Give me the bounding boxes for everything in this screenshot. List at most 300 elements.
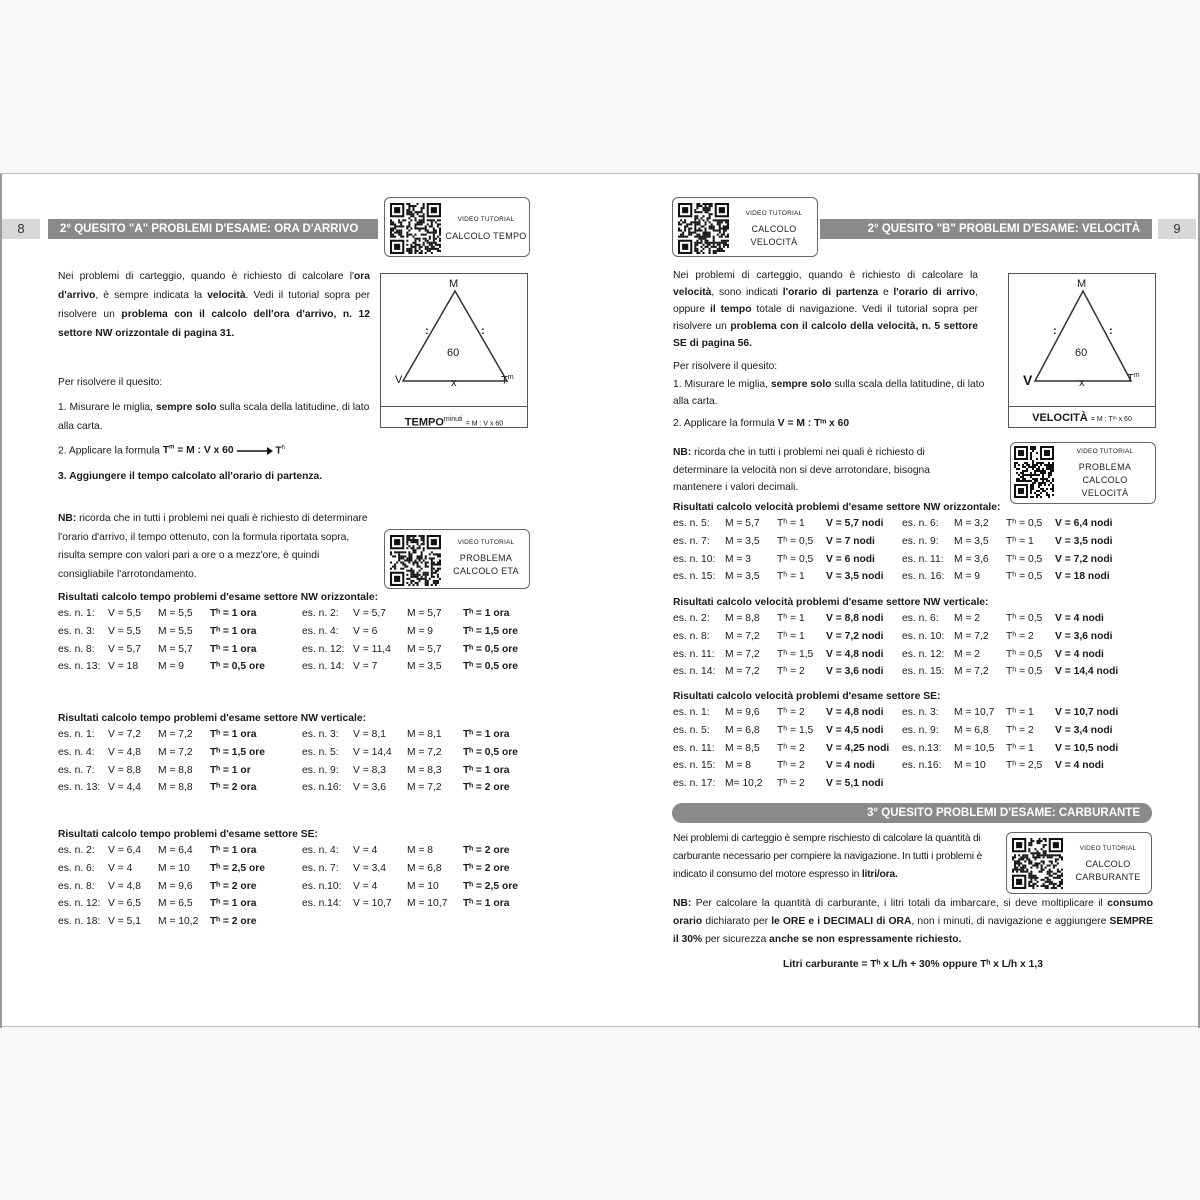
table-cell: Tʰ = 1 bbox=[1006, 536, 1034, 548]
qr-title-2: CALCOLO ETA bbox=[453, 566, 519, 576]
table-cell: Tʰ = 1,5 ore bbox=[463, 626, 519, 638]
tri-colon-left: : bbox=[425, 325, 429, 337]
left-header-bar: 2° QUESITO "A" PROBLEMI D'ESAME: ORA D'ARRIVO bbox=[48, 219, 378, 239]
table-cell: es. n. 6: bbox=[902, 518, 939, 530]
qr-title-1: CALCOLO bbox=[1085, 859, 1131, 869]
results-section-title: Risultati calcolo tempo problemi d'esame settore SE: bbox=[58, 829, 318, 840]
table-cell: V = 4,8 bbox=[108, 747, 141, 759]
table-cell: M = 3,5 bbox=[407, 661, 442, 673]
table-cell: es. n. 17: bbox=[673, 778, 716, 790]
table-cell: Tʰ = 1 bbox=[777, 631, 805, 643]
table-cell: V = 6,4 nodi bbox=[1055, 518, 1113, 530]
table-row bbox=[673, 628, 1131, 646]
triangle-diagram-right bbox=[1008, 273, 1156, 428]
table-cell: es. n.10: bbox=[302, 880, 342, 892]
table-cell bbox=[1006, 775, 1055, 793]
right-intro: Nei problemi di carteggio, quando è richiesto di calcolare la velocità, sono indicati l'orario di partenza e l'orario di arrivo, oppure il tempo totale di navigazione. Vedi il tutorial sopra per risolvere un problema con il calcolo della velocità, n. 5 settore SE di pagina 56. bbox=[673, 270, 978, 349]
table-cell: M = 9,6 bbox=[725, 707, 760, 719]
table-cell: Tʰ = 0,5 bbox=[1006, 518, 1043, 530]
right-nb: NB: ricorda che in tutti i problemi nei quali è richiesto di determinare la velocità non si deve arrotondare, bisogna mantenere i valori decimali. bbox=[673, 447, 931, 493]
table-cell: Tʰ = 1 ora bbox=[463, 898, 510, 910]
left-per-risolvere: Per risolvere il quesito: bbox=[58, 377, 163, 388]
table-cell: Tʰ = 0,5 ore bbox=[463, 747, 519, 759]
table-cell: V = 11,4 bbox=[353, 643, 391, 655]
qr-title-3: VELOCITÀ bbox=[1081, 488, 1129, 498]
table-row bbox=[58, 877, 523, 895]
table-cell: M= 10,2 bbox=[725, 778, 763, 790]
table-cell: es. n. 7: bbox=[58, 764, 95, 776]
table-row bbox=[58, 623, 523, 641]
table-cell: M = 7,2 bbox=[407, 782, 442, 794]
results-table bbox=[58, 842, 523, 930]
table-cell: M = 7,2 bbox=[725, 648, 760, 660]
table-row bbox=[58, 640, 523, 658]
table-cell: V = 4,8 nodi bbox=[826, 707, 884, 719]
table-cell: Tʰ = 1 bbox=[777, 571, 805, 583]
tri-m: M bbox=[449, 278, 459, 290]
tri-v: V bbox=[395, 374, 403, 386]
table-row bbox=[58, 726, 523, 744]
table-row bbox=[58, 860, 523, 878]
carb-formula: Litri carburante = Tʰ x L/h + 30% oppure Tʰ x L/h x 1,3 bbox=[783, 959, 1043, 970]
table-cell: V = 3,6 nodi bbox=[826, 666, 884, 678]
table-cell: V = 6 nodi bbox=[826, 553, 875, 565]
table-cell: M = 10,7 bbox=[954, 707, 995, 719]
table-cell: es. n. 9: bbox=[902, 725, 939, 737]
table-cell: M = 7,2 bbox=[954, 666, 989, 678]
table-cell: M = 5,5 bbox=[158, 626, 193, 638]
qr-title: CALCOLO TEMPO bbox=[445, 231, 527, 241]
table-cell: es. n. 3: bbox=[58, 626, 95, 638]
table-cell: V = 14,4 nodi bbox=[1055, 666, 1119, 678]
qr-title-2: CALCOLO bbox=[1082, 475, 1128, 485]
tri-center: 60 bbox=[1075, 347, 1088, 359]
table-cell: M = 8,5 bbox=[725, 742, 760, 754]
table-row bbox=[58, 842, 523, 860]
table-cell: V = 3,6 nodi bbox=[1055, 631, 1113, 643]
table-cell: V = 3,5 nodi bbox=[826, 571, 884, 583]
triangle-diagram-left bbox=[380, 273, 528, 428]
left-step1: 1. Misurare le miglia, sempre solo sulla scala della latitudine, di lato alla carta. bbox=[58, 402, 370, 432]
table-cell: M = 10 bbox=[407, 880, 439, 892]
qr-caption: VIDEO TUTORIAL bbox=[457, 216, 515, 223]
table-cell: V = 14,4 bbox=[353, 747, 392, 759]
table-row bbox=[58, 779, 523, 797]
table-cell: Tʰ = 1 ora bbox=[210, 898, 257, 910]
table-cell: M = 9 bbox=[158, 661, 185, 673]
table-cell: es. n. 10: bbox=[673, 553, 716, 565]
table-cell: V = 3,4 nodi bbox=[1055, 725, 1113, 737]
table-cell: es. n. 2: bbox=[673, 613, 710, 625]
table-cell: es. n. 5: bbox=[673, 725, 710, 737]
table-row bbox=[673, 663, 1131, 681]
tri-m: M bbox=[1077, 278, 1087, 290]
table-cell bbox=[302, 913, 353, 931]
table-cell: Tʰ = 0,5 ore bbox=[210, 661, 266, 673]
table-cell: V = 4,8 nodi bbox=[826, 648, 884, 660]
qr-caption: VIDEO TUTORIAL bbox=[745, 210, 803, 217]
tri-t: $T^m$ bbox=[501, 374, 514, 387]
table-cell: Tʰ = 1,5 bbox=[777, 725, 814, 737]
carburante-header-bar: 3° QUESITO PROBLEMI D'ESAME: CARBURANTE bbox=[672, 803, 1152, 823]
table-cell: Tʰ = 2 bbox=[777, 760, 805, 772]
table-cell: M = 8 bbox=[407, 845, 434, 857]
table-cell: V = 3,4 bbox=[353, 863, 386, 875]
table-cell: Tʰ = 1 bbox=[1006, 742, 1034, 754]
results-table bbox=[58, 605, 523, 676]
table-cell: Tʰ = 1 ora bbox=[463, 608, 510, 620]
table-row bbox=[58, 658, 523, 676]
table-cell: M = 8 bbox=[725, 760, 752, 772]
table-cell: es. n. 2: bbox=[302, 608, 339, 620]
table-cell: M = 5,7 bbox=[407, 643, 442, 655]
table-row bbox=[58, 761, 523, 779]
table-cell: M = 10,7 bbox=[407, 898, 448, 910]
table-cell: M = 10,2 bbox=[158, 916, 199, 928]
arrow-right-icon bbox=[237, 447, 273, 455]
table-cell: V = 7,2 bbox=[108, 729, 141, 741]
table-cell: es. n. 12: bbox=[302, 643, 345, 655]
table-cell: V = 6,5 bbox=[108, 898, 141, 910]
results-section-title: Risultati calcolo velocità problemi d'esame settore NW verticale: bbox=[673, 597, 989, 608]
table-cell: Tʰ = 2 ore bbox=[210, 916, 257, 928]
table-cell: Tʰ = 0,5 bbox=[1006, 571, 1043, 583]
table-cell: M = 9,6 bbox=[158, 880, 193, 892]
qr-problema-calcolo-velocita[interactable] bbox=[1010, 442, 1156, 504]
table-cell: V = 18 nodi bbox=[1055, 571, 1110, 583]
qr-title-1: PROBLEMA bbox=[1078, 462, 1132, 472]
table-cell: es. n. 14: bbox=[302, 661, 345, 673]
results-section bbox=[58, 829, 523, 930]
table-cell bbox=[902, 775, 954, 793]
table-cell: es. n.14: bbox=[302, 898, 342, 910]
results-section-title: Risultati calcolo velocità problemi d'esame settore SE: bbox=[673, 691, 941, 702]
right-page bbox=[600, 174, 1200, 1028]
table-cell: M = 6,5 bbox=[158, 898, 193, 910]
table-cell: Tʰ = 2 bbox=[1006, 725, 1034, 737]
table-cell: Tʰ = 2 ora bbox=[210, 782, 257, 794]
table-cell: V = 4 bbox=[353, 845, 378, 857]
results-section-title: Risultati calcolo velocità problemi d'esame settore NW orizzontale: bbox=[673, 502, 1001, 513]
table-cell: M = 5,7 bbox=[407, 608, 442, 620]
table-cell: V = 4 nodi bbox=[826, 760, 875, 772]
table-row bbox=[58, 895, 523, 913]
table-cell: V = 4 nodi bbox=[1055, 760, 1104, 772]
qr-caption: VIDEO TUTORIAL bbox=[1076, 448, 1134, 455]
tri-x: x bbox=[451, 377, 457, 389]
table-row bbox=[673, 704, 1131, 722]
left-page bbox=[0, 174, 600, 1028]
right-per-risolvere: Per risolvere il quesito: bbox=[673, 361, 778, 372]
results-section-title: Risultati calcolo tempo problemi d'esame settore NW verticale: bbox=[58, 713, 367, 724]
table-row bbox=[673, 739, 1131, 757]
table-cell: M = 3 bbox=[725, 553, 752, 565]
table-cell: V = 5,5 bbox=[108, 608, 141, 620]
table-cell: V = 18 bbox=[108, 661, 139, 673]
tri-x: x bbox=[1079, 377, 1085, 389]
table-cell: M = 8,1 bbox=[407, 729, 442, 741]
table-cell: M = 9 bbox=[954, 571, 981, 583]
qr-code-icon bbox=[390, 535, 441, 586]
results-table bbox=[673, 704, 1131, 792]
table-cell: es. n. 5: bbox=[302, 747, 339, 759]
table-cell: es. n. 7: bbox=[302, 863, 339, 875]
table-cell: es. n. 12: bbox=[58, 898, 101, 910]
page-number-right: 9 bbox=[1158, 219, 1196, 239]
table-cell: V = 4 bbox=[353, 880, 378, 892]
table-row bbox=[58, 913, 523, 931]
results-table bbox=[673, 515, 1131, 586]
table-cell: es. n. 3: bbox=[902, 707, 939, 719]
table-cell: V = 5,5 bbox=[108, 626, 141, 638]
table-cell: Tʰ = 1,5 bbox=[777, 648, 814, 660]
table-row bbox=[673, 757, 1131, 775]
results-section bbox=[58, 592, 523, 676]
table-cell: V = 8,8 nodi bbox=[826, 613, 884, 625]
table-cell: Tʰ = 2,5 ore bbox=[210, 863, 266, 875]
table-cell: Tʰ = 1 ora bbox=[210, 608, 257, 620]
table-cell: M = 8,3 bbox=[407, 764, 442, 776]
table-cell: es. n. 15: bbox=[673, 571, 716, 583]
table-cell: V = 6 bbox=[353, 626, 378, 638]
table-cell: M = 10 bbox=[158, 863, 190, 875]
table-cell: M = 3,5 bbox=[725, 536, 760, 548]
formula-box-velocita: VELOCITÀ = M : Tᵐ x 60 bbox=[1008, 406, 1156, 428]
table-cell: M = 7,2 bbox=[954, 631, 989, 643]
table-cell: es. n. 11: bbox=[673, 742, 715, 754]
table-cell: es. n. 15: bbox=[673, 760, 716, 772]
table-cell: M = 5,7 bbox=[725, 518, 760, 530]
qr-problema-calcolo-eta[interactable] bbox=[384, 529, 530, 589]
table-cell: es. n. 10: bbox=[902, 631, 945, 643]
table-cell: M = 5,7 bbox=[158, 643, 193, 655]
table-cell: M = 5,5 bbox=[158, 608, 193, 620]
table-cell: M = 6,8 bbox=[407, 863, 442, 875]
page-number-left: 8 bbox=[2, 219, 40, 239]
table-cell: Tʰ = 1 ora bbox=[210, 729, 257, 741]
table-cell: Tʰ = 0,5 bbox=[1006, 613, 1043, 625]
table-cell: es. n. 18: bbox=[58, 916, 101, 928]
table-cell: V = 5,7 bbox=[108, 643, 141, 655]
table-cell: M = 8,8 bbox=[158, 782, 193, 794]
table-cell: es. n. 5: bbox=[673, 518, 710, 530]
formula-box-tempo: $TEMPO^{minuti} = M$ : V x 60 bbox=[380, 406, 528, 428]
table-cell: es. n. 7: bbox=[673, 536, 710, 548]
table-cell: V = 4 nodi bbox=[1055, 648, 1104, 660]
qr-calcolo-carburante[interactable] bbox=[1006, 832, 1152, 894]
right-step1: 1. Misurare le miglia, sempre solo sulla scala della latitudine, di lato alla carta. bbox=[673, 379, 985, 407]
table-cell: es. n. 13: bbox=[58, 661, 101, 673]
qr-code-icon bbox=[678, 203, 729, 254]
table-cell: es. n.16: bbox=[902, 760, 942, 772]
table-cell: V = 5,1 nodi bbox=[826, 778, 884, 790]
table-cell: V = 7 nodi bbox=[826, 536, 875, 548]
table-row bbox=[673, 645, 1131, 663]
qr-calcolo-velocita[interactable] bbox=[672, 197, 818, 257]
table-cell: Tʰ = 2 ore bbox=[463, 845, 510, 857]
table-cell: Tʰ = 2 ore bbox=[210, 880, 257, 892]
table-cell: Tʰ = 2 bbox=[1006, 631, 1034, 643]
table-cell: Tʰ = 0,5 ore bbox=[463, 661, 519, 673]
results-section-title: Risultati calcolo tempo problemi d'esame settore NW orizzontale: bbox=[58, 592, 378, 603]
table-cell: V = 3,5 nodi bbox=[1055, 536, 1113, 548]
table-cell: M = 7,2 bbox=[407, 747, 442, 759]
table-cell: V = 8,8 bbox=[108, 764, 141, 776]
table-row bbox=[673, 775, 1131, 793]
table-row bbox=[673, 610, 1131, 628]
table-cell: M = 7,2 bbox=[158, 729, 193, 741]
table-cell: V = 4,8 bbox=[108, 880, 141, 892]
table-cell: Tʰ = 0,5 bbox=[1006, 666, 1043, 678]
table-cell: Tʰ = 1 bbox=[1006, 707, 1034, 719]
qr-title-1: CALCOLO bbox=[751, 224, 797, 234]
table-cell: V = 4,25 nodi bbox=[826, 742, 890, 754]
table-cell: Tʰ = 0,5 bbox=[1006, 648, 1043, 660]
table-cell: Tʰ = 1 ora bbox=[210, 845, 257, 857]
table-cell: Tʰ = 0,5 ore bbox=[463, 643, 519, 655]
results-section bbox=[673, 597, 1131, 681]
table-cell: Tʰ = 1,5 ore bbox=[210, 747, 266, 759]
table-cell: V = 8,3 bbox=[353, 764, 386, 776]
tri-colon-right: : bbox=[1109, 325, 1113, 337]
carb-intro: Nei problemi di carteggio è sempre rischiesto di calcolare la quantità di carburante necessario per compiere la navigazione. In tutti i problemi è indicato il consumo del motore espresso in litri/ora. bbox=[673, 833, 982, 880]
table-cell: M = 3,5 bbox=[725, 571, 760, 583]
left-intro: Nei problemi di carteggio, quando è richiesto di calcolare l'ora d'arrivo, è sempre indicata la velocità. Vedi il tutorial sopra per risolvere un problema con il calcolo dell'ora d'arrivo, n. 12 settore NW orizzontale di pagina 31. bbox=[58, 271, 370, 339]
table-cell: Tʰ = 2 bbox=[777, 778, 805, 790]
table-cell: Tʰ = 2 ore bbox=[463, 863, 510, 875]
table-cell: Tʰ = 0,5 bbox=[777, 536, 814, 548]
table-cell: es. n. 16: bbox=[902, 571, 945, 583]
table-cell: es. n. 11: bbox=[902, 553, 944, 565]
table-row bbox=[673, 568, 1131, 586]
results-table bbox=[673, 610, 1131, 681]
table-cell: es. n. 1: bbox=[58, 729, 95, 741]
table-cell: M = 3,2 bbox=[954, 518, 989, 530]
table-row bbox=[58, 605, 523, 623]
table-cell: V = 5,1 bbox=[108, 916, 141, 928]
table-cell: M = 6,8 bbox=[725, 725, 760, 737]
table-cell: M = 8,8 bbox=[158, 764, 193, 776]
carb-nb: NB: Per calcolare la quantità di carburante, i litri totali da imbarcare, si deve moltiplicare il consumo orario dichiarato per le ORE e i DECIMALI di ORA, non i minuti, di navigazione e aggiungere SEMPRE il 30% per sicurezza anche se non espressamente richiesto. bbox=[673, 898, 1153, 945]
table-cell bbox=[353, 913, 407, 931]
table-cell bbox=[954, 775, 1006, 793]
table-cell: es. n. 6: bbox=[902, 613, 939, 625]
table-cell: es. n. 4: bbox=[302, 626, 339, 638]
table-cell: es. n. 2: bbox=[58, 845, 95, 857]
table-cell: V = 7,2 nodi bbox=[826, 631, 884, 643]
table-cell: V = 8,1 bbox=[353, 729, 386, 741]
table-cell: es. n. 1: bbox=[58, 608, 95, 620]
table-cell bbox=[1055, 775, 1131, 793]
table-cell: es. n. 14: bbox=[673, 666, 716, 678]
table-row bbox=[673, 550, 1131, 568]
table-cell: V = 5,7 nodi bbox=[826, 518, 884, 530]
table-cell bbox=[463, 913, 523, 931]
book-spread bbox=[0, 173, 1200, 1027]
qr-caption: VIDEO TUTORIAL bbox=[457, 539, 515, 546]
left-nb: NB: ricorda che in tutti i problemi nei quali è richiesto di determinare l'orario d'arrivo, il tempo ottenuto, con la formula riportata sopra, risulta sempre con valori pari a ore o a mezz'ore, è quindi consigliabile l'arrotondamento. bbox=[58, 513, 368, 580]
right-step2: 2. Applicare la formula V = M : Tᵐ x 60 bbox=[673, 418, 850, 429]
right-header-bar: 2° QUESITO "B" PROBLEMI D'ESAME: VELOCITÀ bbox=[820, 219, 1152, 239]
table-cell: Tʰ = 2 bbox=[777, 707, 805, 719]
table-cell: M = 7,2 bbox=[725, 631, 760, 643]
table-cell: es. n. 4: bbox=[58, 747, 95, 759]
table-cell: Tʰ = 1 ora bbox=[463, 729, 510, 741]
results-section bbox=[58, 713, 523, 797]
table-cell: es. n. 9: bbox=[902, 536, 939, 548]
table-cell: M = 7,2 bbox=[158, 747, 193, 759]
table-cell: Tʰ = 2 bbox=[777, 666, 805, 678]
tri-v: V bbox=[1023, 372, 1033, 388]
table-cell: es. n. 12: bbox=[902, 648, 945, 660]
table-cell: es. n.13: bbox=[902, 742, 942, 754]
table-cell: V = 4,5 nodi bbox=[826, 725, 884, 737]
qr-title-2: VELOCITÀ bbox=[750, 237, 798, 247]
table-cell: Tʰ = 2,5 ore bbox=[463, 880, 519, 892]
table-row bbox=[673, 515, 1131, 533]
left-step3: 3. Aggiungere il tempo calcolato all'orario di partenza. bbox=[58, 471, 323, 482]
tri-colon-left: : bbox=[1053, 325, 1057, 337]
table-cell: es. n. 8: bbox=[58, 643, 95, 655]
table-cell: es. n. 1: bbox=[673, 707, 710, 719]
table-cell: V = 6,4 bbox=[108, 845, 141, 857]
table-cell: es. n. 3: bbox=[302, 729, 339, 741]
table-cell: M = 2 bbox=[954, 648, 981, 660]
table-cell: Tʰ = 0,5 bbox=[777, 553, 814, 565]
table-cell: M = 10 bbox=[954, 760, 986, 772]
table-row bbox=[673, 533, 1131, 551]
table-cell: V = 4 bbox=[108, 863, 133, 875]
qr-title-1: PROBLEMA bbox=[459, 553, 513, 563]
table-cell: V = 4 nodi bbox=[1055, 613, 1104, 625]
tri-t: $T^m$ bbox=[1127, 372, 1140, 385]
tri-colon-right: : bbox=[481, 325, 485, 337]
qr-code-icon bbox=[1012, 838, 1063, 889]
table-cell: V = 10,5 nodi bbox=[1055, 742, 1119, 754]
table-cell: es. n. 6: bbox=[58, 863, 95, 875]
table-cell: M = 6,4 bbox=[158, 845, 193, 857]
table-cell: es. n. 9: bbox=[302, 764, 339, 776]
table-cell: M = 8,8 bbox=[725, 613, 760, 625]
table-cell: Tʰ = 1 ora bbox=[463, 764, 510, 776]
table-cell: V = 3,6 bbox=[353, 782, 386, 794]
table-cell: Tʰ = 2 ore bbox=[463, 782, 510, 794]
table-cell: Tʰ = 1 ora bbox=[210, 643, 257, 655]
qr-caption: VIDEO TUTORIAL bbox=[1079, 845, 1137, 852]
results-section bbox=[673, 502, 1131, 586]
table-cell: Tʰ = 2,5 bbox=[1006, 760, 1043, 772]
table-cell: Tʰ = 1 ora bbox=[210, 626, 257, 638]
table-row bbox=[58, 744, 523, 762]
table-cell: M = 3,6 bbox=[954, 553, 989, 565]
table-cell: M = 10,5 bbox=[954, 742, 995, 754]
qr-code-icon bbox=[1014, 446, 1054, 498]
table-cell: es. n. 4: bbox=[302, 845, 339, 857]
table-cell: Tʰ = 1 bbox=[777, 613, 805, 625]
left-step2: 2. Applicare la formula $T^m = M$ : V x 60 $T^h$ bbox=[58, 445, 286, 457]
table-cell: es. n. 8: bbox=[673, 631, 710, 643]
table-cell: es. n. 11: bbox=[673, 648, 715, 660]
table-cell: V = 7 bbox=[353, 661, 378, 673]
table-cell: V = 10,7 nodi bbox=[1055, 707, 1119, 719]
table-cell: M = 2 bbox=[954, 613, 981, 625]
table-cell: es. n. 13: bbox=[58, 782, 101, 794]
table-cell bbox=[407, 913, 463, 931]
qr-calcolo-tempo[interactable] bbox=[384, 197, 530, 257]
qr-code-icon bbox=[390, 203, 441, 254]
results-table bbox=[58, 726, 523, 797]
table-cell: Tʰ = 0,5 bbox=[1006, 553, 1043, 565]
